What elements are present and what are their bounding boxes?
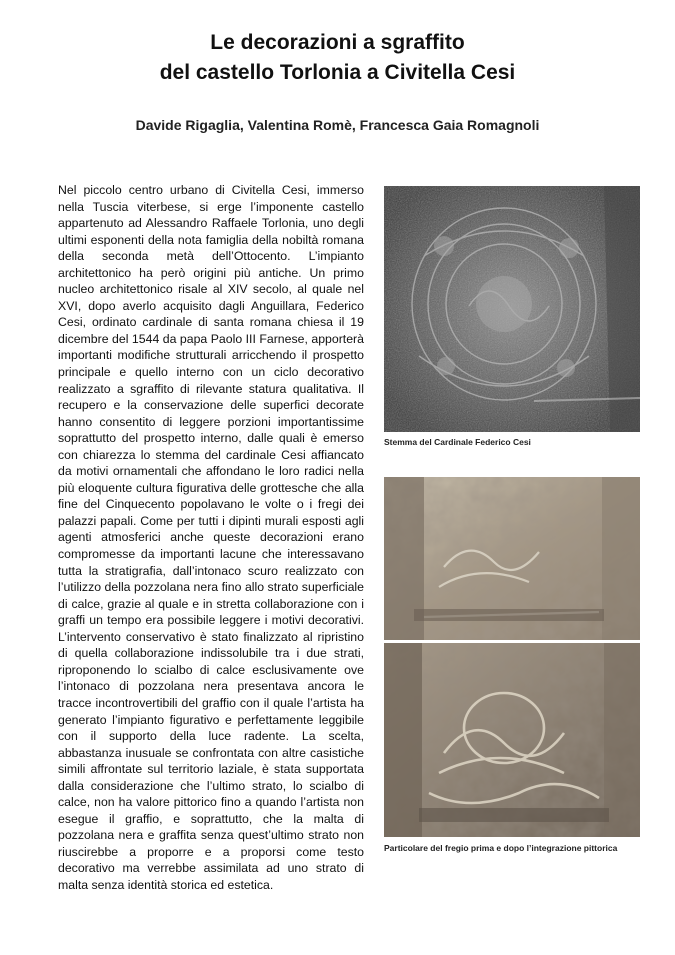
figure2-caption: Particolare del fregio prima e dopo l’integrazione pittorica — [384, 843, 618, 853]
title-line-2: del castello Torlonia a Civitella Cesi — [159, 61, 516, 84]
frieze-after-image — [384, 643, 640, 837]
figure1-caption: Stemma del Cardinale Federico Cesi — [384, 437, 531, 447]
coat-of-arms-photo — [384, 186, 640, 432]
article-body-text: Nel piccolo centro urbano di Civitella Cesi, immerso nella Tuscia viterbese, si erge l’imponente castello appartenuto ad Alessandro Raffaele Torlonia, uno degli ultimi esponenti della nota famiglia della nobiltà romana della seconda metà dell’Ottocento. L’impianto architettonico ha però origini più antiche. Un primo nucleo architettonico risale al XIV secolo, al quale nel XVI, dopo averlo acquisito dagli Anguillara, Federico Cesi, ordinato cardinale di santa romana chiesa il 19 dicembre del 1544 da papa Paolo III Farnese, apporterà importanti modifiche strutturali arricchendo il prospetto principale e quello interno con un ciclo decorativo realizzato a sgraffito di rilevante statura qualitativa. Il recupero e la conservazione delle superfici decorate hanno consentito di leggere porzioni importantissime soprattutto del prospetto interno, dalle quali è emerso con chiarezza lo stemma del cardinale Cesi affiancato da motivi ornamentali che affondano le loro radici nella più eloquente cultura figurativa delle grottesche che alla fine del Cinquecento popolavano le volte o i fregi dei palazzi papali. Come per tutti i dipinti murali esposti agli agenti atmosferici anche queste decorazioni erano compromesse da importanti lacune che interessavano tutta la stratigrafia, dall’intonaco scuro realizzato con l’utilizzo della pozzolana nera fino allo strato superficiale di calce, grazie al quale e in stretta collaborazione con i graffi un tempo era possibile leggere i motivi decorativi. L’intervento conservativo è stato finalizzato al ripristino di quella collaborazione indissolubile tra i due strati, riproponendo lo scialbo di calce esclusivamente ove l’intonaco di pozzolana nera presentava ancora le tracce incontrovertibili del graffio con il quale l’artista ha generato l’impianto figurativo e perfettamente leggibile con il supporto della luce radente. La scelta, abbastanza inusuale se confrontata con altre casistiche simili affrontate sul territorio laziale, è stata supportata dalla considerazione che l’ultimo strato, lo scialbo di calce, non ha valore pittorico fino a quando l’artista non esegue il graffio, e soprattutto, che la malta di pozzolana nera e graffita senza quest’ultimo strato non riuscirebbe a proporre e a proporsi come testo decorativo ma verrebbe assimilata ad uno strato di malta senza identità storica ed estetica. — [58, 183, 364, 892]
frieze-before-photo — [384, 477, 640, 640]
frieze-after-photo — [384, 643, 640, 837]
title-line-1: Le decorazioni a sgraffito — [210, 31, 465, 54]
authors-line: Davide Rigaglia, Valentina Romè, Francesca Gaia Romagnoli — [135, 117, 540, 133]
frieze-before-image — [384, 477, 640, 640]
coat-of-arms-image — [384, 186, 640, 432]
paper-title — [0, 28, 675, 88]
